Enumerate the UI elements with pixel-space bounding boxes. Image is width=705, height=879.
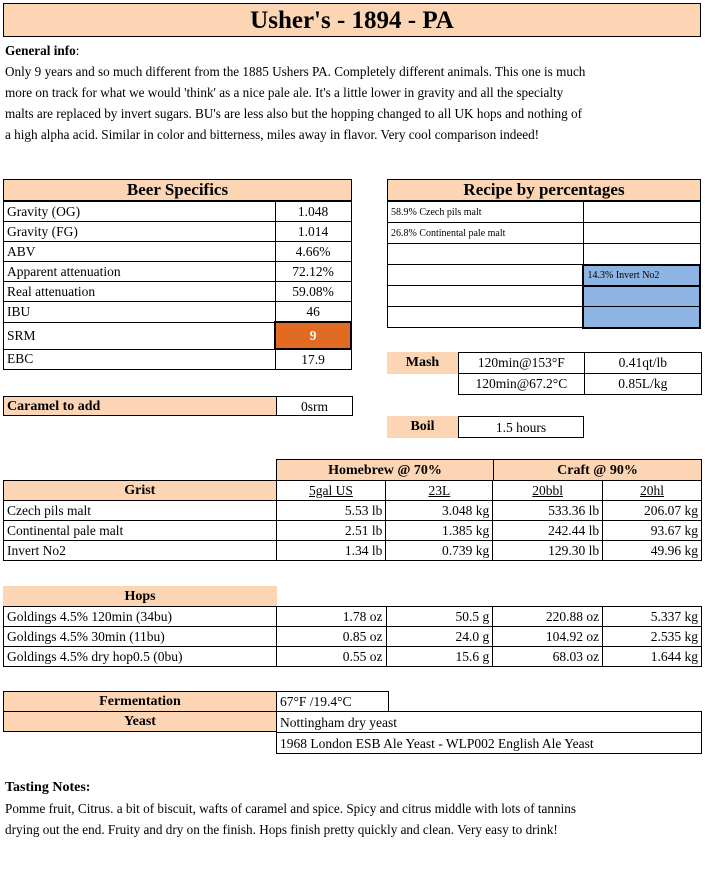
specifics-row [4,282,352,302]
general-info [5,40,701,145]
mash-step-time: 120min@153°F [459,353,585,374]
homebrew-header: Homebrew @ 70% [276,459,494,481]
tasting-notes-line: Pomme fruit, Citrus. a bit of biscuit, wafts of caramel and spice. Spicy and citrus middle with lots of tannins [5,801,576,816]
specifics-value: 59.08% [275,282,351,302]
grist-name: Continental pale malt [4,521,277,541]
srm-color-swatch: 9 [275,322,351,349]
grist-amount: 242.44 lb [493,521,603,541]
hops-label: Hops [3,586,277,606]
recipe-blue-cell [583,307,700,328]
hop-amount: 5.337 kg [603,607,702,627]
general-info-label: General info [5,43,76,58]
specifics-row [4,262,352,282]
boil-value: 1.5 hours [458,416,584,438]
recipe-header: Recipe by percentages [387,179,701,201]
recipe-item: 26.8% Continental pale malt [388,223,584,244]
hops-table [3,606,702,667]
grist-amount: 93.67 kg [603,521,702,541]
hop-amount: 50.5 g [386,607,493,627]
general-info-colon: : [75,43,80,58]
mash-label: Mash [387,352,458,374]
general-info-line: Only 9 years and so much different from the 1885 Ushers PA. Completely different animals. This one is much [5,64,586,79]
hop-name: Goldings 4.5% 30min (11bu) [4,627,277,647]
specifics-label: SRM [4,322,276,349]
specifics-value: 72.12% [275,262,351,282]
specifics-row [4,242,352,262]
grist-label: Grist [4,481,277,501]
recipe-table [387,201,701,329]
grist-amount: 2.51 lb [276,521,386,541]
mash-step-time: 120min@67.2°C [459,374,585,395]
specifics-label: Gravity (OG) [4,202,276,222]
recipe-empty-cell [388,265,584,286]
grist-col-header: 20hl [603,481,702,501]
table-row [4,521,702,541]
grist-amount: 5.53 lb [276,501,386,521]
hop-name: Goldings 4.5% 120min (34bu) [4,607,277,627]
specifics-row [4,202,352,222]
recipe-empty-cell [583,223,700,244]
specifics-row [4,302,352,323]
grist-col-header: 5gal US [276,481,386,501]
specifics-value: 17.9 [275,349,351,370]
mash-table [458,352,702,395]
specifics-row [4,349,352,370]
recipe-empty-cell [388,286,584,307]
recipe-item: 58.9% Czech pils malt [388,202,584,223]
grist-amount: 206.07 kg [603,501,702,521]
recipe-blue-cell [583,286,700,307]
boil-label: Boil [387,416,458,438]
hop-amount: 220.88 oz [493,607,603,627]
grist-amount: 3.048 kg [386,501,493,521]
hop-amount: 0.85 oz [276,627,386,647]
recipe-empty-cell [583,202,700,223]
grist-amount: 129.30 lb [493,541,603,561]
grist-amount: 1.385 kg [386,521,493,541]
specifics-label: IBU [4,302,276,323]
yeast-label: Yeast [3,711,277,732]
page-title: Usher's - 1894 - PA [3,3,701,37]
specifics-row [4,322,352,349]
general-info-line: more on track for what we would 'think' as a nice pale ale. It's a little lower in gravity and all the specialty [5,85,564,100]
recipe-empty-cell [388,244,584,265]
beer-specifics-header: Beer Specifics [3,179,352,201]
specifics-value: 1.048 [275,202,351,222]
grist-amount: 533.36 lb [493,501,603,521]
grist-amount: 1.34 lb [276,541,386,561]
specifics-label: EBC [4,349,276,370]
fermentation-label: Fermentation [3,691,277,712]
grist-col-header: 23L [386,481,493,501]
recipe-empty-cell [583,244,700,265]
general-info-line: malts are replaced by invert sugars. BU's are less also but the hopping changed to all UK hops and nothing of [5,106,582,121]
specifics-value: 1.014 [275,222,351,242]
recipe-empty-cell [388,307,584,328]
caramel-label: Caramel to add [3,396,277,416]
grist-name: Invert No2 [4,541,277,561]
hop-amount: 1.78 oz [276,607,386,627]
general-info-line: a high alpha acid. Similar in color and bitterness, miles away in flavor. Very cool comparison indeed! [5,127,540,142]
recipe-item-invert: 14.3% Invert No2 [583,265,700,286]
hop-amount: 1.644 kg [603,647,702,667]
grist-col-header: 20bbl [493,481,603,501]
specifics-value: 4.66% [275,242,351,262]
yeast-option: 1968 London ESB Ale Yeast - WLP002 English Ale Yeast [276,732,702,754]
grist-name: Czech pils malt [4,501,277,521]
specifics-value: 46 [275,302,351,323]
hop-amount: 104.92 oz [493,627,603,647]
grist-amount: 0.739 kg [386,541,493,561]
table-row [4,627,702,647]
specifics-label: Gravity (FG) [4,222,276,242]
specifics-label: Apparent attenuation [4,262,276,282]
tasting-notes-line: drying out the end. Fruity and dry on the finish. Hops finish pretty quickly and clean. Very easy to drink! [5,822,558,837]
craft-header: Craft @ 90% [493,459,702,481]
beer-specifics-table [3,201,352,370]
table-row [4,647,702,667]
mash-step-ratio: 0.85L/kg [584,374,701,395]
specifics-row [4,222,352,242]
hop-name: Goldings 4.5% dry hop0.5 (0bu) [4,647,277,667]
hop-amount: 2.535 kg [603,627,702,647]
yeast-option: Nottingham dry yeast [276,711,702,733]
hop-amount: 24.0 g [386,627,493,647]
mash-step-ratio: 0.41qt/lb [584,353,701,374]
table-row [4,607,702,627]
grist-table [3,480,702,561]
hop-amount: 0.55 oz [276,647,386,667]
table-row [4,541,702,561]
table-row [4,501,702,521]
fermentation-value: 67°F /19.4°C [276,691,389,712]
grist-amount: 49.96 kg [603,541,702,561]
tasting-notes-label: Tasting Notes: [5,780,91,795]
specifics-label: ABV [4,242,276,262]
caramel-value: 0srm [276,396,353,416]
hop-amount: 15.6 g [386,647,493,667]
specifics-label: Real attenuation [4,282,276,302]
hop-amount: 68.03 oz [493,647,603,667]
tasting-notes [5,777,701,840]
